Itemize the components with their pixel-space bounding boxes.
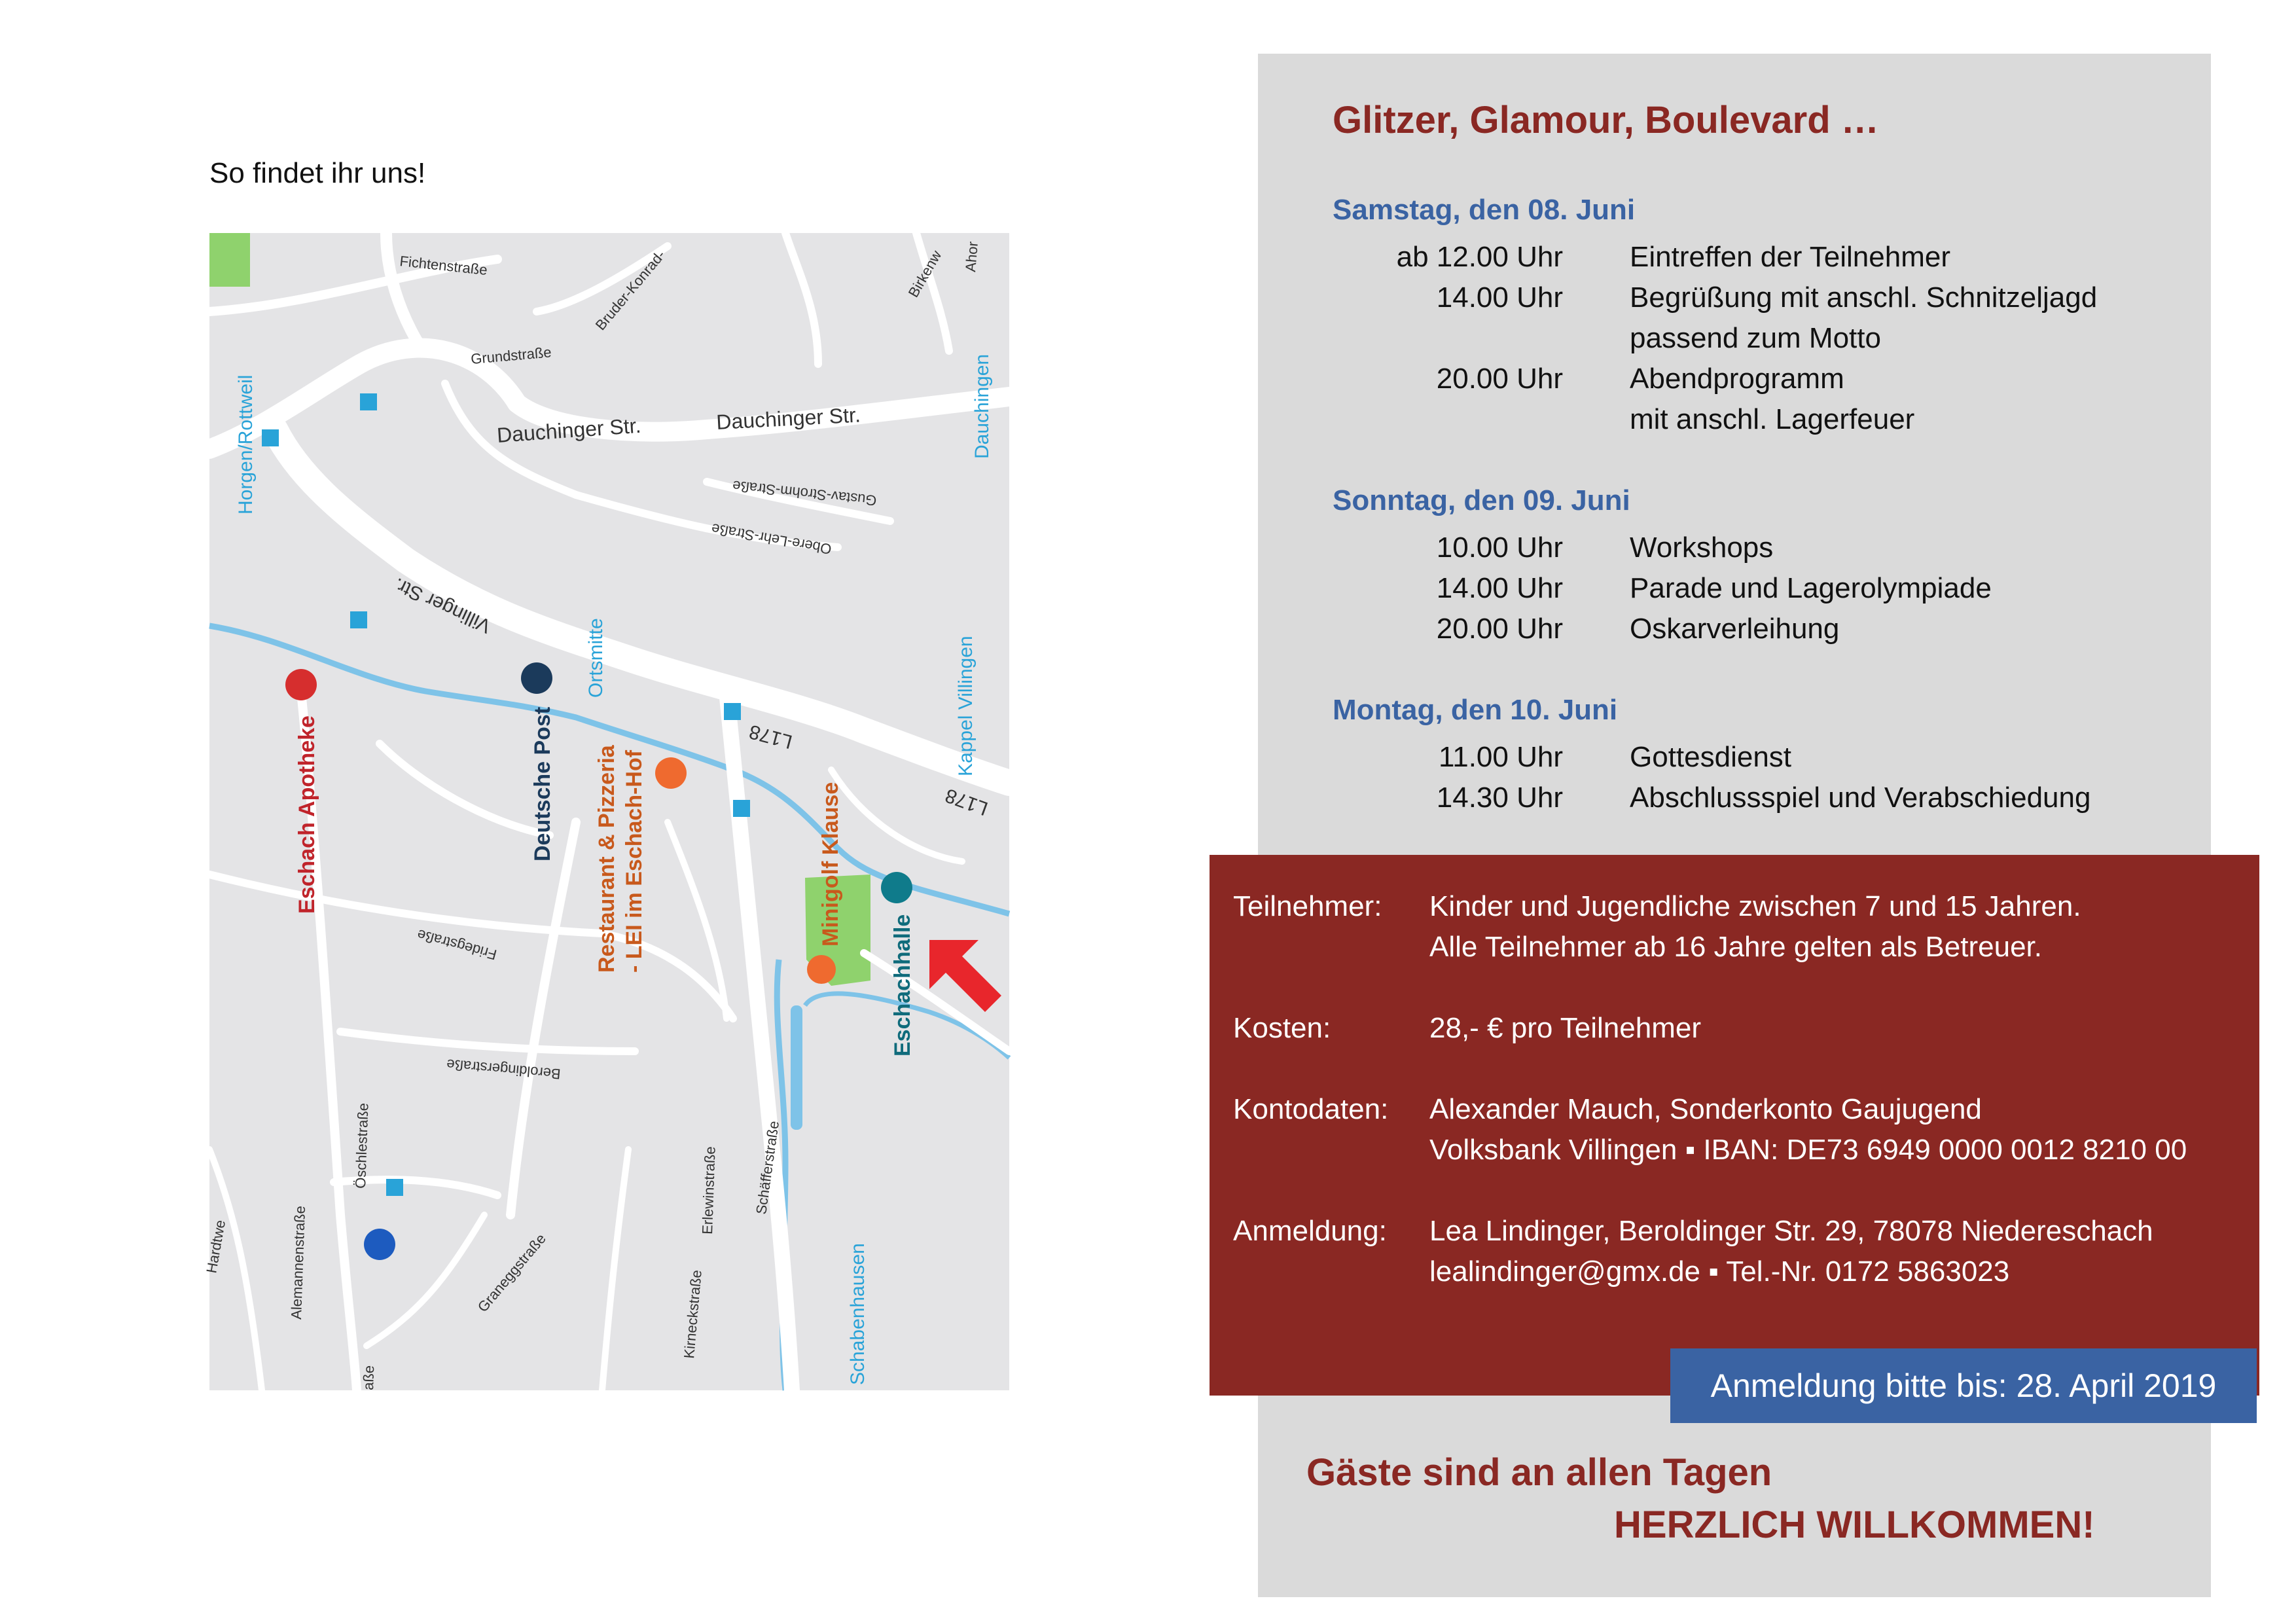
location-map <box>203 233 1009 1391</box>
bus-stop-icon <box>386 1179 403 1196</box>
place-label-restaurant-2: - LEI im Eschach-Hof <box>622 749 647 973</box>
day-heading: Sonntag, den 09. Juni <box>1333 484 1630 516</box>
bus-stop-icon <box>733 800 750 817</box>
street-label: Dauchinger Str. <box>495 413 642 447</box>
guests-welcome-line1: Gäste sind an allen Tagen <box>1306 1451 1772 1494</box>
street-label: Erlewinstraße <box>699 1146 719 1235</box>
minigolf-marker-icon <box>807 955 836 984</box>
place-label-apotheke: Eschach Apotheke <box>295 715 319 914</box>
direction-label: Schabenhausen <box>847 1243 869 1385</box>
bus-stop-icon <box>360 393 377 410</box>
street-label: Bruder-Konrad- <box>592 246 669 334</box>
info-value: Alexander Mauch, Sonderkonto Gaujugend <box>1429 1093 1982 1125</box>
info-value: Volksbank Villingen ▪ IBAN: DE73 6949 0000 0012 8210 00 <box>1429 1134 2187 1166</box>
bus-stop-icon <box>724 703 741 720</box>
info-value: Alle Teilnehmer ab 16 Jahre gelten als Betreuer. <box>1429 931 2042 963</box>
direction-label: Horgen/Rottweil <box>235 374 257 514</box>
info-value: lealindinger@gmx.de ▪ Tel.-Nr. 0172 5863023 <box>1429 1255 2010 1288</box>
street-label: Gustav-Strohm-Straße <box>731 477 878 509</box>
bus-stop-icon <box>350 611 367 628</box>
registration-deadline: Anmeldung bitte bis: 28. April 2019 <box>1670 1348 2257 1423</box>
info-value: 28,- € pro Teilnehmer <box>1429 1012 1701 1044</box>
street-label: Grundstraße <box>470 344 552 367</box>
info-label: Kosten: <box>1233 1012 1331 1044</box>
street-label: Hardtwe <box>203 1218 229 1274</box>
info-value: Lea Lindinger, Beroldinger Str. 29, 78078 Niedereschach <box>1429 1215 2153 1247</box>
place-label-minigolf: Minigolf Klause <box>818 782 843 947</box>
info-label: Kontodaten: <box>1233 1093 1389 1125</box>
street-label: L178 <box>942 784 991 820</box>
direction-label: Kappel Villingen <box>955 636 977 776</box>
event-title: Glitzer, Glamour, Boulevard … <box>1333 99 1879 141</box>
place-label-post: Deutsche Post <box>530 706 555 861</box>
guests-welcome-line2: HERZLICH WILLKOMMEN! <box>1614 1504 2095 1546</box>
street-label: Ahor <box>962 240 982 273</box>
map-graphic <box>203 233 1009 1391</box>
street-label: Dauchinger Str. <box>715 403 861 434</box>
info-box <box>1210 855 2259 1396</box>
school-marker-icon <box>364 1229 395 1260</box>
park-area <box>209 233 250 287</box>
street-label: Obere-Lehr-Straße <box>710 520 833 558</box>
street-label: Fichtenstraße <box>399 253 488 279</box>
pharmacy-marker-icon <box>285 669 317 700</box>
street-label: Birkenw <box>905 247 945 300</box>
bus-stop-icon <box>262 429 279 446</box>
street-label: Öschlestraße <box>352 1102 372 1189</box>
street-label: Schäfferstraße <box>753 1119 782 1216</box>
restaurant-marker-icon <box>655 757 687 789</box>
street-label: Alemannenstraße <box>288 1205 309 1320</box>
direction-label: Dauchingen <box>971 353 993 459</box>
street-label: Kirneckstraße <box>681 1269 705 1360</box>
hall-marker-icon <box>881 872 912 903</box>
street-label: Villinger Str. <box>390 573 495 638</box>
street-label: Beroldingerstraße <box>446 1056 562 1083</box>
direction-label: Ortsmitte <box>585 618 607 698</box>
day-heading: Samstag, den 08. Juni <box>1333 194 1636 226</box>
info-label: Teilnehmer: <box>1233 890 1382 922</box>
street-label: Graneggstraße <box>474 1230 549 1316</box>
street-label: Fridegstraße <box>415 926 499 964</box>
post-marker-icon <box>521 662 552 694</box>
place-label-restaurant: Restaurant & Pizzeria <box>594 745 619 973</box>
street-label: aße <box>360 1365 378 1391</box>
street-label: L178 <box>747 720 795 753</box>
intro-text: So findet ihr uns! <box>209 157 426 189</box>
day-heading: Montag, den 10. Juni <box>1333 694 1618 726</box>
info-value: Kinder und Jugendliche zwischen 7 und 15 Jahren. <box>1429 890 2081 922</box>
place-label-eschachhalle: Eschachhalle <box>890 914 915 1056</box>
info-label: Anmeldung: <box>1233 1215 1387 1247</box>
